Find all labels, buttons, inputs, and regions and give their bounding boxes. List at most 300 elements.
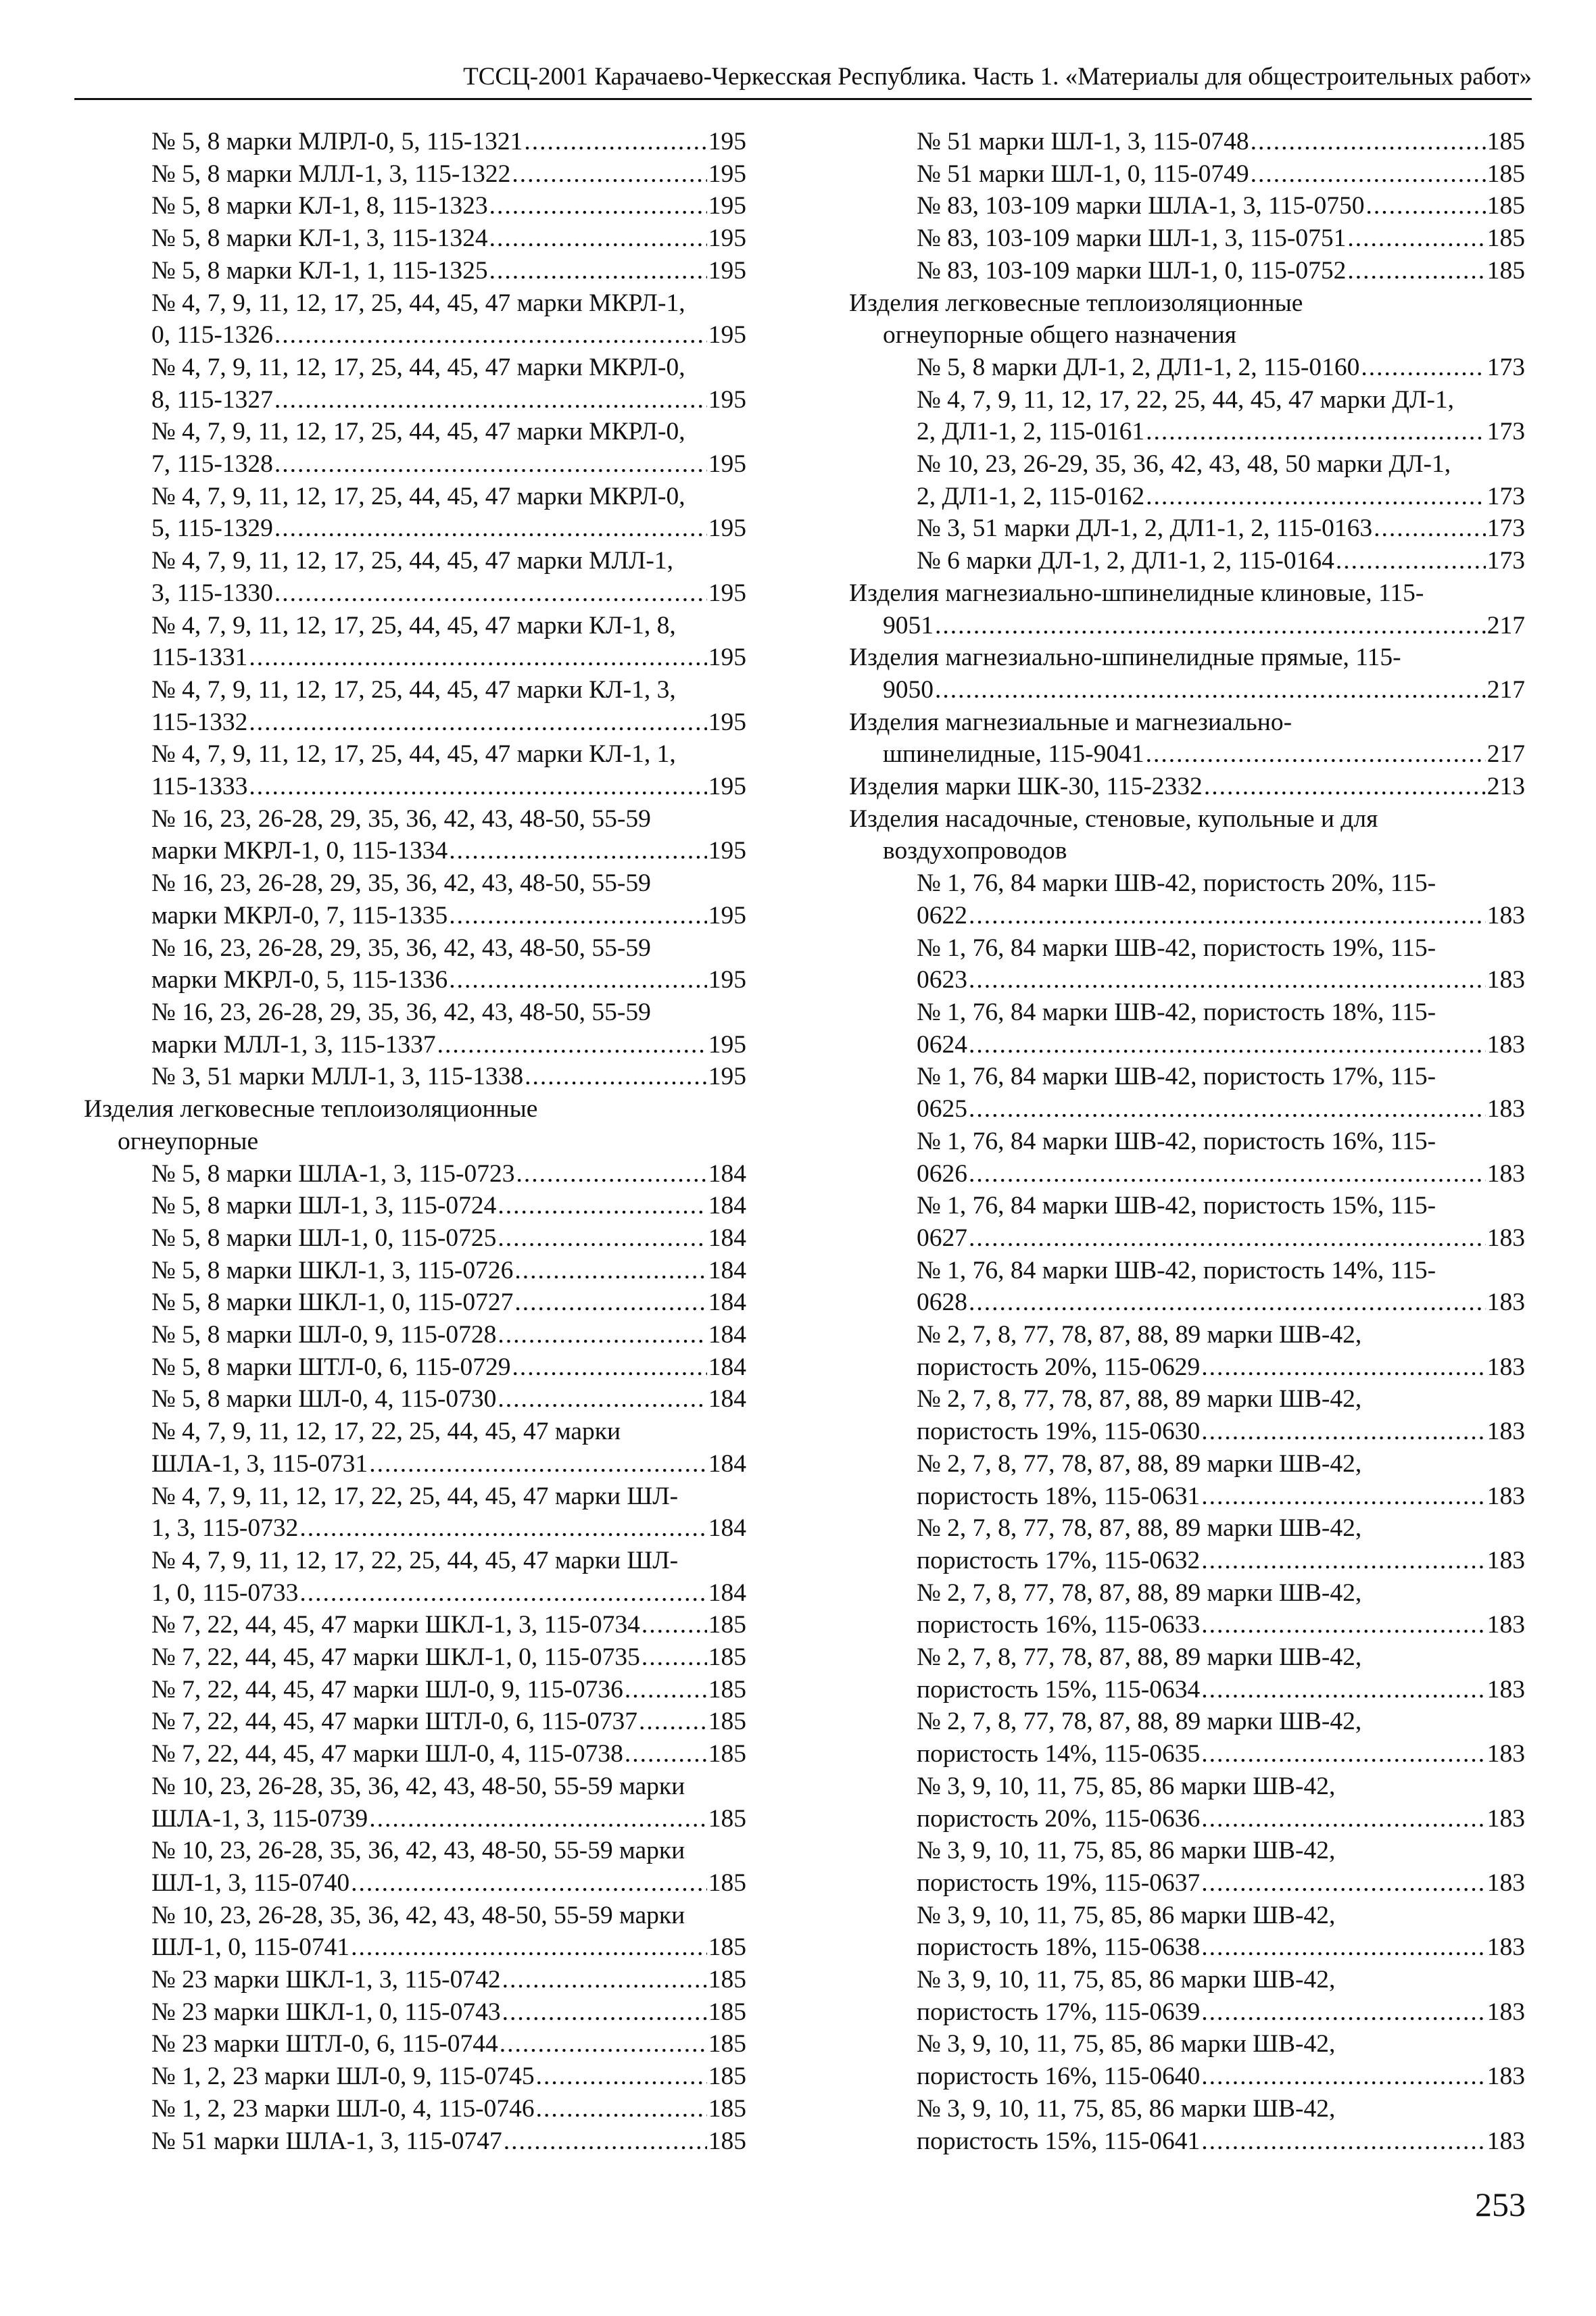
entry-line-with-page xyxy=(151,1867,746,1900)
dot-leader xyxy=(1201,1609,1486,1641)
index-entry xyxy=(849,512,1525,545)
index-entry xyxy=(849,255,1525,287)
entry-page-number: 185 xyxy=(708,1675,746,1704)
index-entry xyxy=(84,1674,746,1706)
entry-line-with-page xyxy=(151,2028,746,2060)
entry-text: № 3, 9, 10, 11, 75, 85, 86 марки ШВ-42, xyxy=(917,1966,1336,1994)
entry-page-number: 183 xyxy=(1486,1418,1525,1446)
dot-leader xyxy=(969,964,1486,996)
entry-line-with-page xyxy=(917,222,1525,255)
entry-text: № 5, 8 марки ШЛ-1, 0, 115-0725 xyxy=(151,1224,497,1252)
entry-text: № 3, 9, 10, 11, 75, 85, 86 марки ШВ-42, xyxy=(917,2030,1336,2058)
dot-leader xyxy=(498,1383,706,1416)
entry-page-number: 195 xyxy=(708,450,746,479)
dot-leader xyxy=(498,1222,706,1255)
entry-text: № 7, 22, 44, 45, 47 марки ШЛ-0, 9, 115-0736 xyxy=(151,1675,623,1704)
entry-text: Изделия магнезиально-шпинелидные клиновые, 115- xyxy=(849,579,1424,607)
index-entry xyxy=(849,1448,1525,1512)
entry-page-number: 184 xyxy=(708,1256,746,1284)
index-entry xyxy=(849,996,1525,1061)
entry-text: № 5, 8 марки ШЛ-1, 3, 115-0724 xyxy=(151,1192,497,1220)
entry-text: Изделия легковесные теплоизоляционные xyxy=(849,289,1303,317)
entry-line-with-page xyxy=(917,1996,1525,2029)
entry-page-number: 173 xyxy=(1486,514,1525,543)
entry-page-number: 185 xyxy=(708,1740,746,1768)
entry-line-with-page xyxy=(849,771,1525,803)
entry-text: № 1, 76, 84 марки ШВ-42, пористость 19%, 115- xyxy=(917,934,1436,962)
index-entry xyxy=(84,1158,746,1190)
entry-page-number: 184 xyxy=(708,1353,746,1381)
index-entry xyxy=(84,287,746,352)
index-entry xyxy=(84,1319,746,1351)
entry-line-with-page xyxy=(151,1964,746,1996)
dot-leader xyxy=(369,1448,707,1480)
entry-text: № 1, 76, 84 марки ШВ-42, пористость 15%, 115- xyxy=(917,1192,1436,1220)
entry-page-number: 185 xyxy=(708,1611,746,1639)
entry-text: 115-1331 xyxy=(151,644,248,672)
index-entry xyxy=(84,1416,746,1480)
entry-text: 0625 xyxy=(917,1095,967,1124)
dot-leader xyxy=(536,2060,707,2093)
dot-leader xyxy=(351,1931,707,1964)
entry-text: № 1, 2, 23 марки ШЛ-0, 9, 115-0745 xyxy=(151,2062,535,2091)
entry-text: 1, 3, 115-0732 xyxy=(151,1514,299,1543)
entry-page-number: 195 xyxy=(708,1063,746,1091)
index-entry xyxy=(84,190,746,222)
dot-leader xyxy=(498,1190,706,1222)
entry-text: пористость 17%, 115-0632 xyxy=(917,1546,1201,1574)
entry-text: № 1, 76, 84 марки ШВ-42, пористость 20%, 115- xyxy=(917,869,1436,898)
entry-text: № 5, 8 марки ШЛА-1, 3, 115-0723 xyxy=(151,1159,515,1188)
entry-page-number: 185 xyxy=(708,1966,746,1994)
entry-page-number: 183 xyxy=(1486,1482,1525,1510)
entry-text: № 10, 23, 26-29, 35, 36, 42, 43, 48, 50 марки ДЛ-1, xyxy=(917,450,1451,479)
entry-text: шпинелидные, 115-9041 xyxy=(883,740,1144,769)
entry-line-with-page xyxy=(151,1609,746,1641)
entry-text: пористость 18%, 115-0631 xyxy=(917,1482,1201,1510)
entry-text: № 5, 8 марки ШКЛ-1, 3, 115-0726 xyxy=(151,1256,514,1284)
dot-leader xyxy=(525,1061,707,1093)
entry-line-with-page xyxy=(151,706,746,739)
index-heading xyxy=(849,706,1525,771)
dot-leader xyxy=(969,1158,1486,1190)
entry-text: ШЛ-1, 0, 115-0741 xyxy=(151,1933,350,1962)
index-entry xyxy=(849,1577,1525,1641)
entry-text: 7, 115-1328 xyxy=(151,450,273,479)
entry-line-with-page xyxy=(917,1674,1525,1706)
entry-text: воздухопроводов xyxy=(883,837,1067,865)
entry-line-with-page xyxy=(849,610,1525,642)
entry-text: № 16, 23, 26-28, 29, 35, 36, 42, 43, 48-50, 55-59 xyxy=(151,804,651,833)
entry-page-number: 184 xyxy=(708,1321,746,1349)
entry-page-number: 195 xyxy=(708,321,746,349)
entry-line-with-page xyxy=(917,255,1525,287)
entry-page-number: 185 xyxy=(1486,128,1525,155)
dot-leader xyxy=(512,1351,706,1384)
dot-leader xyxy=(1201,1867,1486,1900)
index-entry xyxy=(849,126,1525,158)
index-entry xyxy=(84,2093,746,2125)
entry-line-with-page xyxy=(917,1351,1525,1384)
entry-text: марки МЛЛ-1, 3, 115-1337 xyxy=(151,1030,436,1059)
entry-line-with-page xyxy=(151,190,746,222)
index-entry xyxy=(84,867,746,932)
entry-line-with-page xyxy=(151,1190,746,1222)
entry-line-with-page xyxy=(917,1480,1525,1513)
entry-page-number: 184 xyxy=(708,1514,746,1543)
dot-leader xyxy=(969,1222,1486,1255)
index-entry xyxy=(84,158,746,191)
dot-leader xyxy=(1347,222,1485,255)
index-heading xyxy=(849,577,1525,642)
entry-text: 2, ДЛ1-1, 2, 115-0162 xyxy=(917,482,1145,510)
dot-leader xyxy=(504,2125,707,2158)
entry-text: 1, 0, 115-0733 xyxy=(151,1578,299,1607)
index-heading xyxy=(849,287,1525,352)
entry-line-with-page xyxy=(151,512,746,545)
entry-text: 0626 xyxy=(917,1159,967,1188)
index-entry xyxy=(84,932,746,996)
entry-text: № 83, 103-109 марки ШЛА-1, 3, 115-0750 xyxy=(917,192,1365,220)
entry-page-number: 185 xyxy=(708,2094,746,2123)
index-entry xyxy=(849,352,1525,384)
entry-text: № 10, 23, 26-28, 35, 36, 42, 43, 48-50, 55-59 марки xyxy=(151,1772,685,1800)
entry-text: № 5, 8 марки КЛ-1, 8, 115-1323 xyxy=(151,192,488,220)
entry-line-with-page xyxy=(151,448,746,481)
entry-text: № 51 марки ШЛА-1, 3, 115-0747 xyxy=(151,2127,502,2155)
entry-text: № 2, 7, 8, 77, 78, 87, 88, 89 марки ШВ-42, xyxy=(917,1578,1362,1607)
entry-text: № 3, 9, 10, 11, 75, 85, 86 марки ШВ-42, xyxy=(917,2094,1336,2123)
dot-leader xyxy=(449,900,707,932)
index-entry xyxy=(849,384,1525,448)
entry-text: № 4, 7, 9, 11, 12, 17, 25, 44, 45, 47 марки МКРЛ-1, xyxy=(151,289,685,317)
dot-leader xyxy=(274,512,707,545)
entry-text: 9050 xyxy=(883,675,934,704)
dot-leader xyxy=(516,1158,707,1190)
entry-text: № 1, 76, 84 марки ШВ-42, пористость 18%, 115- xyxy=(917,998,1436,1026)
index-entry xyxy=(84,610,746,674)
index-entry xyxy=(849,1900,1525,1964)
entry-page-number: 185 xyxy=(708,1708,746,1736)
entry-page-number: 185 xyxy=(708,1643,746,1672)
entry-page-number: 184 xyxy=(708,1159,746,1188)
entry-line-with-page xyxy=(151,1448,746,1480)
entry-page-number: 195 xyxy=(708,837,746,865)
entry-line-with-page xyxy=(849,674,1525,706)
entry-page-number: 185 xyxy=(708,2127,746,2155)
entry-text: № 2, 7, 8, 77, 78, 87, 88, 89 марки ШВ-42, xyxy=(917,1514,1362,1543)
entry-page-number: 195 xyxy=(708,1030,746,1059)
dot-leader xyxy=(1201,1480,1486,1513)
index-entry xyxy=(84,126,746,158)
dot-leader xyxy=(935,610,1486,642)
index-entry xyxy=(84,1255,746,1287)
entry-line-with-page xyxy=(151,1674,746,1706)
page-number: 253 xyxy=(1475,2186,1526,2223)
entry-text: № 4, 7, 9, 11, 12, 17, 25, 44, 45, 47 марки КЛ-1, 8, xyxy=(151,611,676,640)
index-entry xyxy=(849,932,1525,996)
entry-page-number: 183 xyxy=(1486,1095,1525,1124)
entry-page-number: 185 xyxy=(708,2030,746,2058)
entry-text: 0623 xyxy=(917,966,967,994)
entry-text: Изделия марки ШК-30, 115-2332 xyxy=(849,773,1203,801)
index-entry xyxy=(849,2093,1525,2157)
entry-line-with-page xyxy=(151,642,746,674)
entry-page-number: 195 xyxy=(708,966,746,994)
dot-leader xyxy=(351,1867,707,1900)
entry-text: № 23 марки ШКЛ-1, 3, 115-0742 xyxy=(151,1966,501,1994)
entry-text: пористость 14%, 115-0635 xyxy=(917,1740,1201,1768)
entry-line-with-page xyxy=(917,352,1525,384)
entry-page-number: 195 xyxy=(708,160,746,188)
entry-text: Изделия магнезиально-шпинелидные прямые, 115- xyxy=(849,644,1401,672)
entry-line-with-page xyxy=(917,126,1525,158)
dot-leader xyxy=(1201,1738,1486,1770)
entry-page-number: 183 xyxy=(1486,2062,1525,2091)
dot-leader xyxy=(437,1029,707,1061)
entry-page-number: 217 xyxy=(1486,740,1525,769)
entry-line-with-page xyxy=(917,1803,1525,1835)
dot-leader xyxy=(639,1706,707,1738)
entry-line-with-page xyxy=(917,1158,1525,1190)
index-entry xyxy=(84,1190,746,1222)
entry-text: № 6 марки ДЛ-1, 2, ДЛ1-1, 2, 115-0164 xyxy=(917,547,1334,575)
dot-leader xyxy=(1201,1674,1486,1706)
entry-line-with-page xyxy=(917,1093,1525,1126)
index-entry xyxy=(849,1255,1525,1319)
entry-line-with-page xyxy=(917,1416,1525,1448)
dot-leader xyxy=(299,1577,706,1610)
entry-page-number: 185 xyxy=(1486,256,1525,285)
index-entry xyxy=(84,1738,746,1770)
dot-leader xyxy=(1146,416,1486,448)
entry-line-with-page xyxy=(151,222,746,255)
index-entry xyxy=(84,1222,746,1255)
dot-leader xyxy=(935,674,1486,706)
entry-line-with-page xyxy=(151,126,746,158)
index-entry xyxy=(849,1770,1525,1835)
entry-line-with-page xyxy=(151,964,746,996)
entry-page-number: 195 xyxy=(708,224,746,253)
index-entry xyxy=(84,1286,746,1319)
entry-line-with-page xyxy=(151,2093,746,2125)
dot-leader xyxy=(1374,512,1486,545)
index-entry xyxy=(849,158,1525,191)
index-entry xyxy=(84,1706,746,1738)
entry-text: пористость 16%, 115-0640 xyxy=(917,2062,1201,2091)
dot-leader xyxy=(1201,1351,1486,1384)
dot-leader xyxy=(1365,190,1485,222)
entry-page-number: 195 xyxy=(708,901,746,930)
entry-text: № 7, 22, 44, 45, 47 марки ШЛ-0, 4, 115-0738 xyxy=(151,1740,623,1768)
dot-leader xyxy=(500,2028,707,2060)
entry-page-number: 183 xyxy=(1486,1933,1525,1962)
index-entry xyxy=(849,1319,1525,1383)
entry-page-number: 184 xyxy=(708,1449,746,1478)
dot-leader xyxy=(274,319,707,352)
entry-line-with-page xyxy=(151,1255,746,1287)
index-entry xyxy=(849,1835,1525,1899)
entry-page-number: 195 xyxy=(708,128,746,155)
entry-text: № 3, 51 марки МЛЛ-1, 3, 115-1338 xyxy=(151,1063,524,1091)
entry-page-number: 173 xyxy=(1486,353,1525,381)
entry-page-number: 183 xyxy=(1486,1030,1525,1059)
entry-line-with-page xyxy=(917,900,1525,932)
entry-text: 8, 115-1327 xyxy=(151,385,273,414)
dot-leader xyxy=(502,1996,707,2029)
entry-text: № 7, 22, 44, 45, 47 марки ШКЛ-1, 3, 115-0734 xyxy=(151,1611,640,1639)
entry-text: № 16, 23, 26-28, 29, 35, 36, 42, 43, 48-50, 55-59 xyxy=(151,934,651,962)
entry-line-with-page xyxy=(151,1158,746,1190)
index-entry xyxy=(84,2060,746,2093)
index-entry xyxy=(84,996,746,1061)
entry-line-with-page xyxy=(151,1286,746,1319)
index-entry xyxy=(84,1351,746,1384)
index-entry xyxy=(84,803,746,867)
dot-leader xyxy=(969,1093,1486,1126)
index-entry xyxy=(849,1126,1525,1190)
entry-text: пористость 19%, 115-0637 xyxy=(917,1868,1201,1897)
entry-text: пористость 15%, 115-0641 xyxy=(917,2127,1201,2155)
entry-text: № 3, 9, 10, 11, 75, 85, 86 марки ШВ-42, xyxy=(917,1772,1336,1800)
index-entry xyxy=(849,1964,1525,2028)
entry-text: 115-1332 xyxy=(151,708,248,736)
index-entry xyxy=(84,352,746,416)
entry-page-number: 183 xyxy=(1486,966,1525,994)
dot-leader xyxy=(1361,352,1485,384)
entry-text: № 5, 8 марки ШЛ-0, 9, 115-0728 xyxy=(151,1321,497,1349)
entry-text: № 4, 7, 9, 11, 12, 17, 25, 44, 45, 47 марки МКРЛ-0, xyxy=(151,353,685,381)
index-heading xyxy=(849,803,1525,867)
entry-text: № 5, 8 марки КЛ-1, 3, 115-1324 xyxy=(151,224,488,253)
dot-leader xyxy=(524,126,706,158)
entry-line-with-page xyxy=(917,481,1525,513)
entry-text: № 5, 8 марки ШЛ-0, 4, 115-0730 xyxy=(151,1385,497,1414)
entry-text: огнеупорные общего назначения xyxy=(883,321,1237,349)
entry-text: № 1, 76, 84 марки ШВ-42, пористость 16%, 115- xyxy=(917,1127,1436,1155)
entry-line-with-page xyxy=(151,1738,746,1770)
entry-text: № 3, 9, 10, 11, 75, 85, 86 марки ШВ-42, xyxy=(917,1837,1336,1865)
entry-text: 0628 xyxy=(917,1288,967,1317)
entry-page-number: 185 xyxy=(708,1933,746,1962)
entry-text: № 2, 7, 8, 77, 78, 87, 88, 89 марки ШВ-42, xyxy=(917,1385,1362,1414)
entry-line-with-page xyxy=(151,1931,746,1964)
entry-page-number: 185 xyxy=(708,1998,746,2026)
index-entry xyxy=(84,1061,746,1093)
dot-leader xyxy=(1201,1803,1486,1835)
entry-line-with-page xyxy=(151,900,746,932)
dot-leader xyxy=(642,1609,707,1641)
entry-text: ШЛ-1, 3, 115-0740 xyxy=(151,1868,350,1897)
entry-page-number: 195 xyxy=(708,644,746,672)
entry-text: № 1, 2, 23 марки ШЛ-0, 4, 115-0746 xyxy=(151,2094,535,2123)
index-entry xyxy=(84,1835,746,1899)
entry-line-with-page xyxy=(917,1738,1525,1770)
dot-leader xyxy=(502,1964,707,1996)
index-entry xyxy=(849,545,1525,577)
entry-text: № 5, 8 марки МЛРЛ-0, 5, 115-1321 xyxy=(151,128,523,155)
entry-line-with-page xyxy=(151,1222,746,1255)
entry-text: огнеупорные xyxy=(118,1127,259,1155)
entry-page-number: 183 xyxy=(1486,1998,1525,2026)
entry-text: № 2, 7, 8, 77, 78, 87, 88, 89 марки ШВ-42, xyxy=(917,1643,1362,1672)
dot-leader xyxy=(274,448,707,481)
entry-line-with-page xyxy=(917,545,1525,577)
entry-text: 0624 xyxy=(917,1030,967,1059)
entry-line-with-page xyxy=(917,190,1525,222)
entry-line-with-page xyxy=(151,1803,746,1835)
entry-text: № 5, 8 марки МЛЛ-1, 3, 115-1322 xyxy=(151,160,511,188)
dot-leader xyxy=(536,2093,707,2125)
entry-text: № 16, 23, 26-28, 29, 35, 36, 42, 43, 48-50, 55-59 xyxy=(151,869,651,898)
entry-page-number: 195 xyxy=(708,256,746,285)
entry-text: марки МКРЛ-1, 0, 115-1334 xyxy=(151,837,448,865)
entry-line-with-page xyxy=(849,738,1525,771)
entry-text: № 4, 7, 9, 11, 12, 17, 22, 25, 44, 45, 47 марки ДЛ-1, xyxy=(917,385,1455,414)
dot-leader xyxy=(249,771,706,803)
dot-leader xyxy=(489,190,707,222)
dot-leader xyxy=(1146,738,1486,771)
dot-leader xyxy=(625,1738,707,1770)
dot-leader xyxy=(449,964,707,996)
entry-text: ШЛА-1, 3, 115-0739 xyxy=(151,1804,368,1833)
entry-page-number: 183 xyxy=(1486,901,1525,930)
entry-page-number: 184 xyxy=(708,1192,746,1220)
entry-text: 3, 115-1330 xyxy=(151,579,273,607)
entry-page-number: 185 xyxy=(708,2062,746,2091)
dot-leader xyxy=(969,900,1486,932)
entry-page-number: 183 xyxy=(1486,1675,1525,1704)
entry-page-number: 195 xyxy=(708,773,746,801)
entry-text: № 51 марки ШЛ-1, 0, 115-0749 xyxy=(917,160,1249,188)
dot-leader xyxy=(1251,126,1486,158)
entry-page-number: 184 xyxy=(708,1578,746,1607)
entry-line-with-page xyxy=(151,1706,746,1738)
entry-text: пористость 19%, 115-0630 xyxy=(917,1418,1201,1446)
entry-text: № 4, 7, 9, 11, 12, 17, 22, 25, 44, 45, 47 марки ШЛ- xyxy=(151,1482,679,1510)
entry-page-number: 173 xyxy=(1486,418,1525,446)
entry-line-with-page xyxy=(917,512,1525,545)
entry-page-number: 195 xyxy=(708,708,746,736)
entry-line-with-page xyxy=(151,835,746,867)
dot-leader xyxy=(1146,481,1486,513)
entry-text: пористость 18%, 115-0638 xyxy=(917,1933,1201,1962)
index-entry xyxy=(84,481,746,545)
dot-leader xyxy=(449,835,707,867)
entry-line-with-page xyxy=(151,771,746,803)
dot-leader xyxy=(249,706,706,739)
index-entry xyxy=(849,448,1525,512)
entry-text: № 1, 76, 84 марки ШВ-42, пористость 14%, 115- xyxy=(917,1256,1436,1284)
dot-leader xyxy=(299,1512,706,1545)
index-entry xyxy=(84,545,746,609)
index-column-right xyxy=(849,126,1525,2157)
entry-page-number: 213 xyxy=(1486,773,1525,801)
entry-line-with-page xyxy=(917,2125,1525,2158)
dot-leader xyxy=(274,384,707,416)
entry-text: 5, 115-1329 xyxy=(151,514,273,543)
dot-leader xyxy=(969,1286,1486,1319)
index-entry xyxy=(84,1383,746,1416)
dot-leader xyxy=(625,1674,707,1706)
index-entry xyxy=(84,2028,746,2060)
entry-text: № 7, 22, 44, 45, 47 марки ШКЛ-1, 0, 115-0735 xyxy=(151,1643,640,1672)
dot-leader xyxy=(969,1029,1486,1061)
entry-text: № 23 марки ШКЛ-1, 0, 115-0743 xyxy=(151,1998,501,2026)
entry-text: пористость 20%, 115-0636 xyxy=(917,1804,1201,1833)
entry-text: марки МКРЛ-0, 5, 115-1336 xyxy=(151,966,448,994)
entry-page-number: 183 xyxy=(1486,1353,1525,1381)
